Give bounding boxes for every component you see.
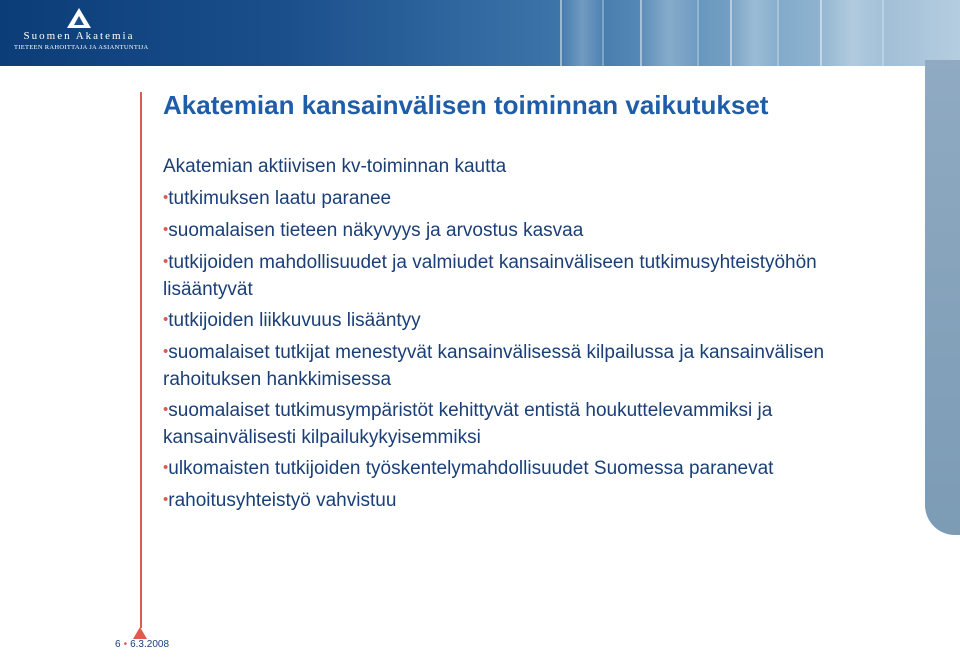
footer-separator-dot: • bbox=[123, 639, 128, 650]
bullet-item: •suomalaiset tutkimusympäristöt kehittyvät entistä houkuttelevammiksi ja kansainvälisesti kilpailukykyisemmiksi bbox=[163, 400, 773, 448]
bullet-dot-icon: • bbox=[163, 459, 169, 476]
footer bbox=[115, 639, 169, 650]
logo-triangle-icon bbox=[67, 8, 91, 28]
bullet-dot-icon: • bbox=[163, 189, 169, 206]
left-accent-line bbox=[140, 92, 142, 628]
logo-name: Suomen Akatemia bbox=[23, 30, 135, 42]
bullet-item: •suomalaiset tutkijat menestyvät kansainvälisessä kilpailussa ja kansainvälisen rahoituksen hankkimisessa bbox=[163, 342, 825, 390]
bullet-item: •tutkijoiden liikkuvuus lisääntyy bbox=[163, 310, 421, 331]
decorative-glass-tube bbox=[640, 0, 699, 66]
bullet-item: •tutkijoiden mahdollisuudet ja valmiudet kansainväliseen tutkimusyhteistyöhön lisääntyvät bbox=[163, 252, 817, 300]
decorative-glass-tube bbox=[820, 0, 884, 66]
bullet-dot-icon: • bbox=[163, 343, 169, 360]
bullet-dot-icon: • bbox=[163, 311, 169, 328]
header-banner bbox=[0, 0, 960, 66]
bullet-item: •ulkomaisten tutkijoiden työskentelymahdollisuudet Suomessa paranevat bbox=[163, 458, 774, 479]
slide-content bbox=[163, 154, 908, 520]
decorative-glass-tube bbox=[560, 0, 604, 66]
bullet-item: •rahoitusyhteistyö vahvistuu bbox=[163, 490, 397, 511]
footer-date: 6.3.2008 bbox=[130, 639, 170, 650]
right-decorative-panel bbox=[925, 60, 960, 535]
bullet-dot-icon: • bbox=[163, 491, 169, 508]
logo-tagline: TIETEEN RAHOITTAJA JA ASIANTUNTIJA bbox=[14, 44, 149, 51]
decorative-glass-tube bbox=[730, 0, 779, 66]
footer-triangle-icon bbox=[133, 627, 147, 639]
bullet-dot-icon: • bbox=[163, 253, 169, 270]
suomen-akatemia-logo bbox=[14, 8, 149, 60]
intro-text: Akatemian aktiivisen kv-toiminnan kautta bbox=[163, 156, 507, 177]
bullet-item: •tutkimuksen laatu paranee bbox=[163, 188, 392, 209]
bullet-dot-icon: • bbox=[163, 401, 169, 418]
bullet-item: •suomalaisen tieteen näkyvyys ja arvostus kasvaa bbox=[163, 220, 584, 241]
page-number: 6 bbox=[115, 639, 121, 650]
slide-title: Akatemian kansainvälisen toiminnan vaikutukset bbox=[163, 90, 769, 120]
bullet-dot-icon: • bbox=[163, 221, 169, 238]
